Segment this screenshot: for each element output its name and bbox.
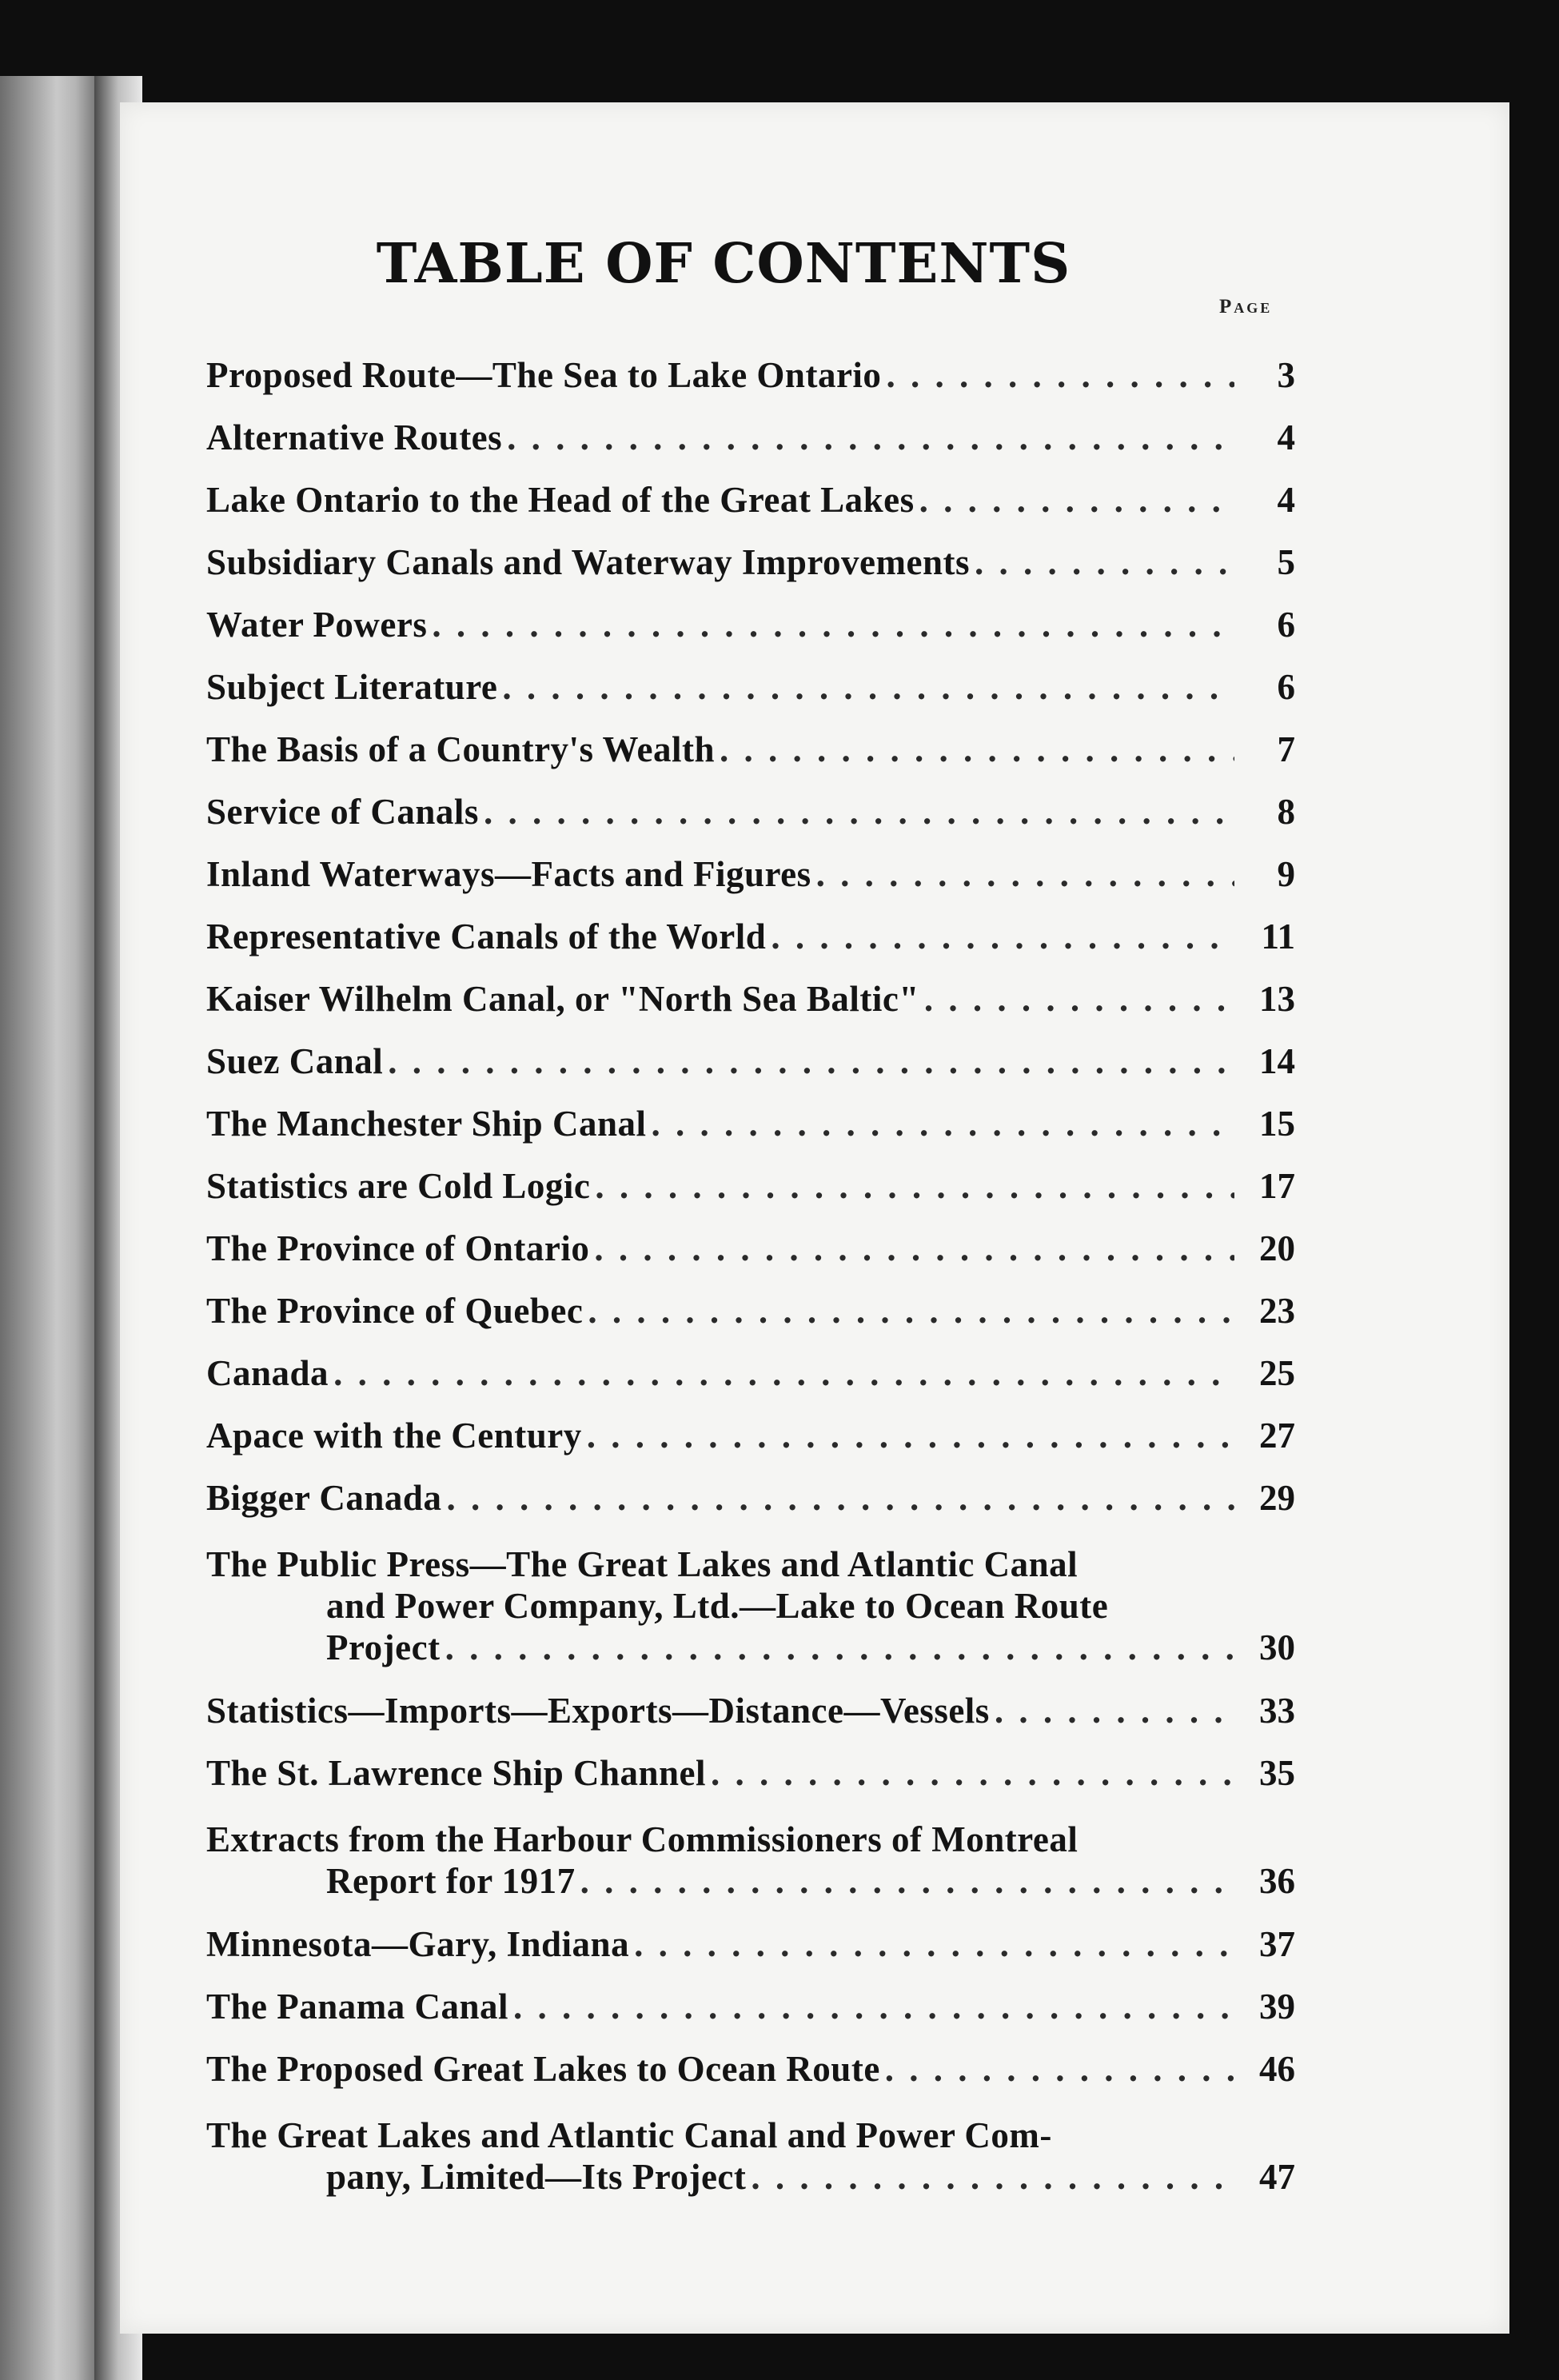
toc-entry-title: Project [326, 1627, 441, 1667]
toc-entry-title: The St. Lawrence Ship Channel [206, 1753, 707, 1793]
dot-leader [816, 843, 1234, 905]
toc-entry [206, 1913, 1295, 1975]
toc-entry [206, 469, 1295, 531]
toc-entry-title: Statistics—Imports—Exports—Distance—Vessels [206, 1691, 990, 1731]
toc-entry-title: The Manchester Ship Canal [206, 1104, 647, 1144]
toc-entry-line [206, 781, 1295, 843]
dot-leader [445, 1627, 1234, 1668]
toc-page-number: 35 [1259, 1753, 1295, 1793]
dot-leader [588, 1280, 1234, 1342]
toc-entry [206, 718, 1295, 781]
dot-leader [388, 1030, 1234, 1092]
toc-entry-line [206, 531, 1295, 593]
toc-entry-title: Service of Canals [206, 792, 479, 832]
toc-entry-line [206, 905, 1295, 968]
dot-leader [975, 531, 1234, 593]
toc-page-number: 15 [1259, 1104, 1295, 1144]
toc-page-number: 47 [1259, 2157, 1295, 2197]
toc-entry-line [206, 2038, 1295, 2100]
toc-entry-title: Subject Literature [206, 667, 498, 707]
toc-entry-line [206, 1092, 1295, 1155]
toc-entry-title: Subsidiary Canals and Waterway Improvements [206, 542, 970, 582]
dot-leader [513, 1975, 1234, 2038]
toc-entry-line [206, 1030, 1295, 1092]
toc-entry-title: Water Powers [206, 605, 428, 645]
toc-entry-line [206, 1742, 1295, 1804]
toc-entry-line [206, 1543, 1295, 1585]
table-of-contents [206, 344, 1295, 2209]
toc-entry [206, 656, 1295, 718]
toc-page-number: 6 [1277, 605, 1295, 645]
dot-leader [502, 656, 1234, 718]
dot-leader [594, 1217, 1234, 1280]
toc-entry [206, 1155, 1295, 1217]
page-column-label: Page [1219, 296, 1273, 317]
toc-entry-line [206, 1467, 1295, 1529]
toc-entry [206, 1280, 1295, 1342]
book-binding [0, 76, 94, 2380]
toc-entry-line [206, 1819, 1295, 1860]
toc-entry [206, 968, 1295, 1030]
toc-entry-title: Kaiser Wilhelm Canal, or "North Sea Baltic" [206, 979, 919, 1019]
toc-entry-title: The Province of Quebec [206, 1291, 584, 1331]
toc-entry [206, 2114, 1295, 2198]
dot-leader [587, 1404, 1234, 1467]
toc-entry-line [206, 1679, 1295, 1742]
toc-entry-title: The Province of Ontario [206, 1228, 590, 1268]
toc-entry-line [206, 344, 1295, 406]
toc-entry-title: The Basis of a Country's Wealth [206, 729, 716, 769]
toc-page-number: 23 [1259, 1291, 1295, 1331]
toc-page-number: 13 [1259, 979, 1295, 1019]
toc-entry-line [206, 1975, 1295, 2038]
dot-leader [995, 1679, 1234, 1742]
toc-entry-title: The Public Press—The Great Lakes and Atlantic Canal [206, 1544, 1079, 1584]
toc-entry [206, 531, 1295, 593]
toc-entry [206, 1092, 1295, 1155]
toc-entry-title: Canada [206, 1353, 329, 1393]
toc-entry-title: Extracts from the Harbour Commissioners of Montreal [206, 1819, 1079, 1859]
toc-page-number: 8 [1277, 792, 1295, 832]
toc-entry [206, 1742, 1295, 1804]
toc-entry-title: Bigger Canada [206, 1478, 442, 1518]
toc-entry [206, 905, 1295, 968]
toc-page-number: 46 [1259, 2049, 1295, 2089]
toc-entry-line [206, 469, 1295, 531]
dot-leader [507, 406, 1234, 469]
dot-leader [711, 1742, 1234, 1804]
toc-entry-line [206, 593, 1295, 656]
dot-leader [924, 968, 1234, 1030]
dot-leader [720, 718, 1234, 781]
toc-entry [206, 406, 1295, 469]
toc-page-number: 11 [1261, 916, 1295, 956]
dot-leader [580, 1860, 1234, 1902]
toc-entry [206, 1679, 1295, 1742]
toc-entry-line [206, 843, 1295, 905]
toc-entry-title: Lake Ontario to the Head of the Great Lakes [206, 480, 915, 520]
dot-leader [333, 1342, 1234, 1404]
toc-entry [206, 843, 1295, 905]
dot-leader [634, 1913, 1234, 1975]
toc-entry [206, 1819, 1295, 1902]
dot-leader [771, 905, 1234, 968]
toc-page-number: 17 [1259, 1166, 1295, 1206]
toc-entry-line [206, 1627, 1295, 1668]
toc-page-number: 30 [1259, 1627, 1295, 1667]
toc-page-number: 5 [1277, 542, 1295, 582]
toc-entry-line [206, 2114, 1295, 2156]
toc-entry-title: The Proposed Great Lakes to Ocean Route [206, 2049, 880, 2089]
toc-entry [206, 1404, 1295, 1467]
toc-entry [206, 1217, 1295, 1280]
toc-entry-line [206, 1913, 1295, 1975]
toc-entry [206, 1030, 1295, 1092]
toc-entry [206, 1543, 1295, 1668]
toc-page-number: 39 [1259, 1987, 1295, 2027]
toc-entry-title: Alternative Routes [206, 417, 503, 457]
toc-entry-title: Statistics are Cold Logic [206, 1166, 591, 1206]
dot-leader [446, 1467, 1234, 1529]
dot-leader [751, 2156, 1234, 2198]
toc-entry-line [206, 1404, 1295, 1467]
dot-leader [651, 1092, 1234, 1155]
toc-entry-title: Minnesota—Gary, Indiana [206, 1924, 630, 1964]
toc-entry-title: The Panama Canal [206, 1987, 509, 2027]
page-title: TABLE OF CONTENTS [376, 232, 1071, 296]
toc-entry [206, 2038, 1295, 2100]
toc-entry-line [206, 718, 1295, 781]
toc-entry [206, 781, 1295, 843]
toc-page-number: 9 [1277, 854, 1295, 894]
toc-entry-title: Proposed Route—The Sea to Lake Ontario [206, 355, 882, 395]
dot-leader [432, 593, 1234, 656]
toc-entry [206, 593, 1295, 656]
toc-entry-line [206, 968, 1295, 1030]
toc-page-number: 33 [1259, 1691, 1295, 1731]
toc-entry-title: Suez Canal [206, 1041, 384, 1081]
toc-entry-line [206, 1585, 1295, 1627]
toc-entry [206, 1467, 1295, 1529]
toc-entry-line [206, 1155, 1295, 1217]
dot-leader [919, 469, 1234, 531]
toc-page-number: 27 [1259, 1416, 1295, 1456]
toc-entry-title: Apace with the Century [206, 1416, 582, 1456]
dot-leader [885, 2038, 1234, 2100]
toc-entry-line [206, 1280, 1295, 1342]
toc-page-number: 36 [1259, 1861, 1295, 1901]
toc-page-number: 4 [1277, 480, 1295, 520]
dot-leader [886, 344, 1234, 406]
toc-page-number: 25 [1259, 1353, 1295, 1393]
toc-page-number: 4 [1277, 417, 1295, 457]
toc-entry-line [206, 656, 1295, 718]
toc-page-number: 3 [1277, 355, 1295, 395]
toc-entry-line [206, 406, 1295, 469]
toc-page-number: 37 [1259, 1924, 1295, 1964]
toc-entry-title: pany, Limited—Its Project [326, 2157, 747, 2197]
dot-leader [484, 781, 1234, 843]
toc-entry-title: The Great Lakes and Atlantic Canal and Power Com- [206, 2115, 1052, 2155]
toc-page-number: 6 [1277, 667, 1295, 707]
toc-entry-line [206, 1342, 1295, 1404]
toc-entry-line [206, 2156, 1295, 2198]
toc-page-number: 14 [1259, 1041, 1295, 1081]
toc-page-number: 20 [1259, 1228, 1295, 1268]
toc-entry [206, 1975, 1295, 2038]
toc-page-number: 29 [1259, 1478, 1295, 1518]
toc-entry-line [206, 1217, 1295, 1280]
toc-entry-title: Report for 1917 [326, 1861, 576, 1901]
toc-entry [206, 1342, 1295, 1404]
toc-entry-line [206, 1860, 1295, 1902]
toc-entry-title: and Power Company, Ltd.—Lake to Ocean Route [326, 1586, 1109, 1626]
toc-page-number: 7 [1277, 729, 1295, 769]
toc-entry [206, 344, 1295, 406]
dot-leader [595, 1155, 1234, 1217]
toc-entry-title: Representative Canals of the World [206, 916, 767, 956]
toc-entry-title: Inland Waterways—Facts and Figures [206, 854, 811, 894]
